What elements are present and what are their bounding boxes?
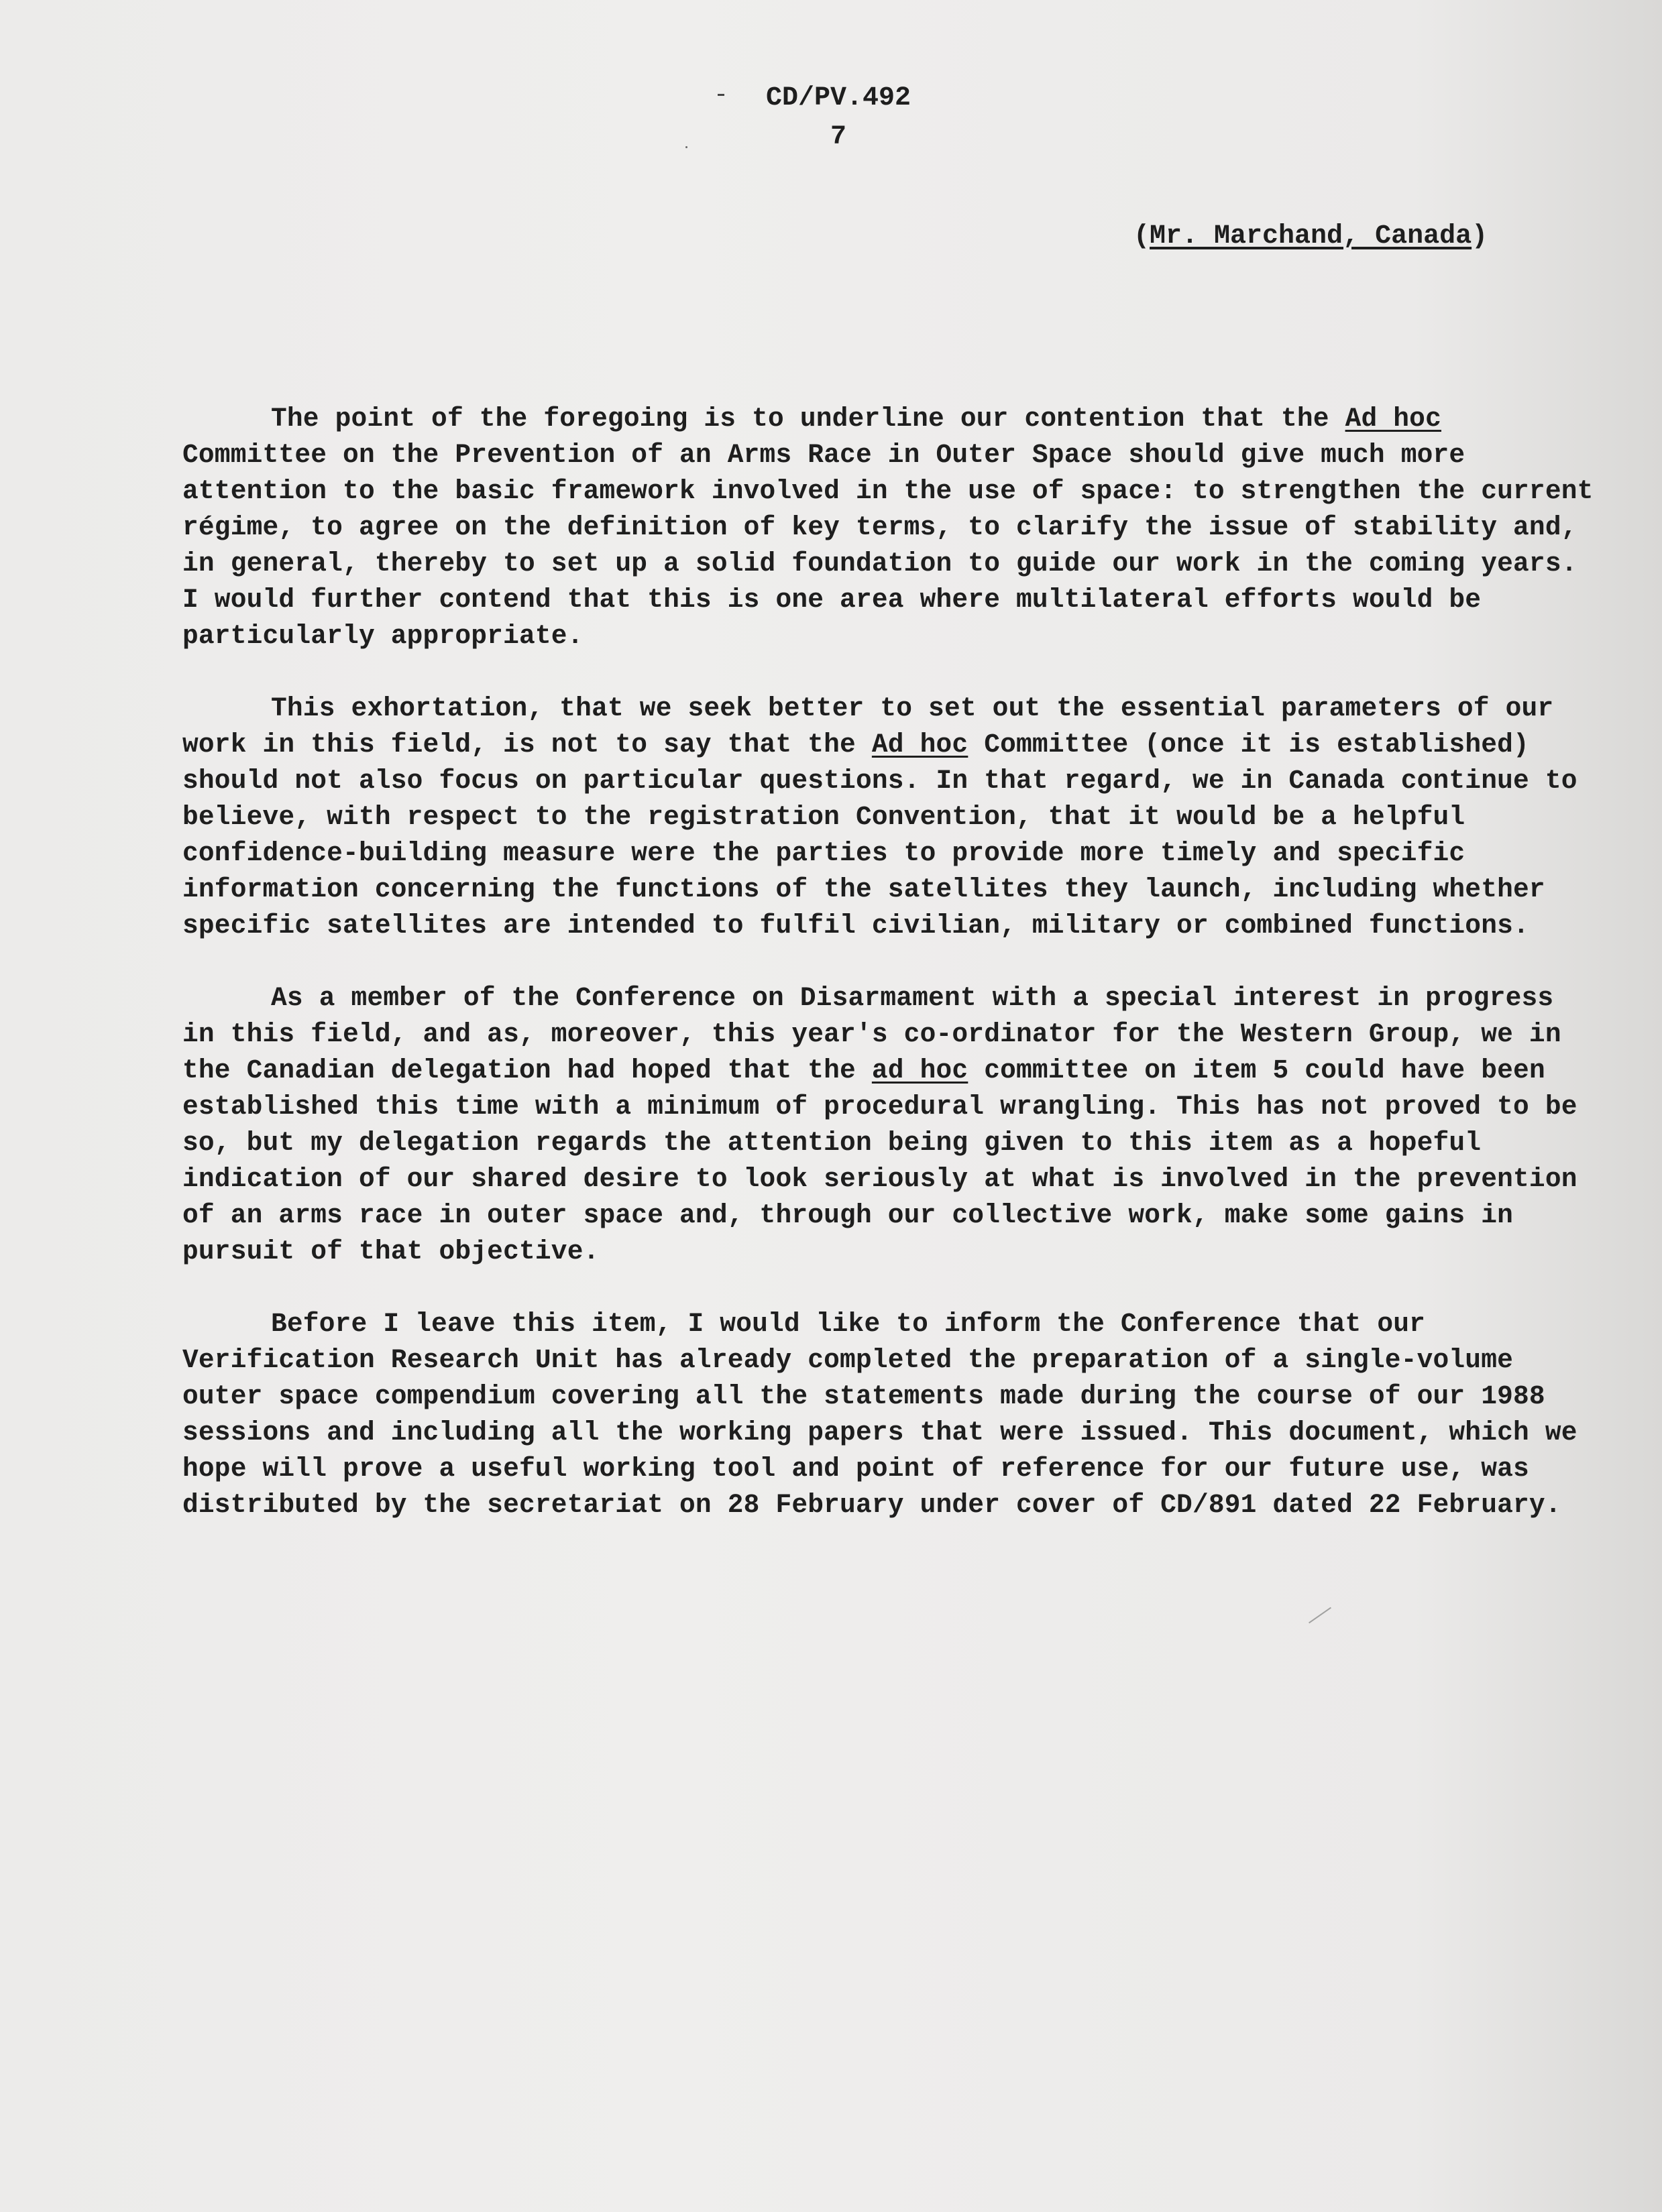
paragraph-2: This exhortation, that we seek better to set out the essential parameters of our work in this field, is not to say that the Ad hoc Committee (once it is established) should not also focus on particular questions. In that regard, we in Canada continue to believe, with respect to the registration Convention, that it would be a helpful confidence-building measure were the parties to provide more timely and specific information concerning the functions of the satellites they launch, including whether specific satellites are intended to fulfil civilian, military or combined functions. [182, 693, 1577, 941]
speaker-close-paren: ) [1472, 221, 1488, 251]
paragraph-1: The point of the foregoing is to underline our contention that the Ad hoc Committee on the Prevention of an Arms Race in Outer Space should give much more attention to the basic framework involved in the use of space: to strengthen the current régime, to agree on the definition of key terms, to clarify the issue of stability and, in general, thereby to set up a solid foundation to guide our work in the coming years. I would further contend that this is one area where multilateral efforts would be particularly appropriate. [182, 404, 1594, 651]
underlined-term: Ad hoc [871, 730, 968, 760]
document-symbol: CD/PV.492 [765, 83, 911, 113]
underlined-term: Ad hoc [1345, 404, 1441, 434]
document-header [711, 79, 966, 157]
pen-mark [1309, 1607, 1331, 1624]
scan-speck [685, 146, 687, 148]
speaker-open-paren: ( [1133, 221, 1150, 251]
speaker-name: Mr. Marchand, Canada [1150, 221, 1472, 251]
paragraph-3: As a member of the Conference on Disarmament with a special interest in progress in this field, and as, moreover, this year's co-ordinator for the Western Group, we in the Canadian delegation had hoped that the ad hoc committee on item 5 could have been established this time with a minimum of procedural wrangling. This has not proved to be so, but my delegation regards the attention being given to this item as a hopeful indication of our shared desire to look seriously at what is involved in the prevention of an arms race in outer space and, through our collective work, make some gains in pursuit of that objective. [182, 983, 1577, 1267]
paragraph-4: Before I leave this item, I would like to inform the Conference that our Verification Research Unit has already completed the preparation of a single-volume outer space compendium covering all the statements made during the course of our 1988 sessions and including all the working papers that were issued. This document, which we hope will prove a useful working tool and point of reference for our future use, was distributed by the secretariat on 28 February under cover of CD/891 dated 22 February. [182, 1309, 1577, 1520]
speaker-attribution [1133, 221, 1488, 251]
underlined-term: ad hoc [871, 1055, 968, 1086]
statement-body [182, 401, 1598, 1560]
page-number: 7 [830, 122, 846, 152]
